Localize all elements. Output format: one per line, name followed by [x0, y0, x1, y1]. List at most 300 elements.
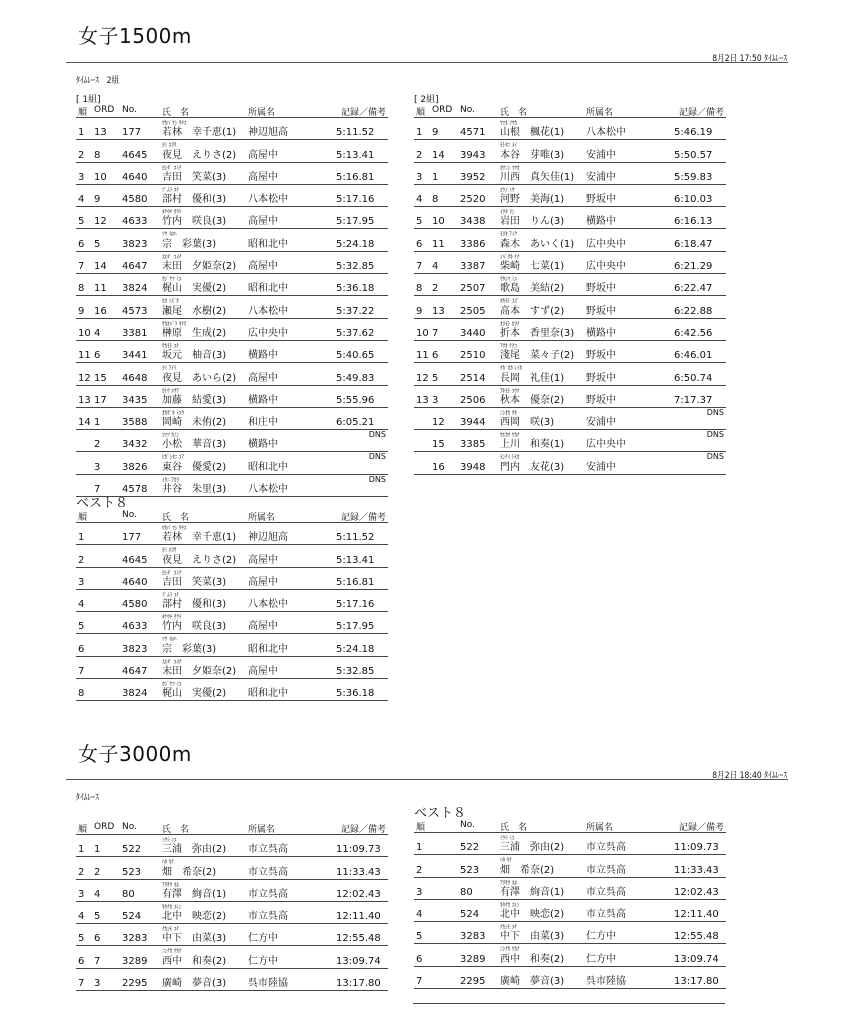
rank: 1	[78, 127, 85, 139]
name-kana: ﾖﾐ ｱｲﾗ	[162, 365, 177, 373]
athlete-name: 部村 優和(3)	[162, 599, 227, 611]
name-kana: ﾅｶｼﾓ ﾕﾅ	[500, 924, 517, 932]
name-kana: ﾌﾞﾑﾗ ﾕﾅ	[162, 186, 179, 194]
bib-number: 524	[460, 909, 480, 921]
athlete-name: 折本 香里奈(3)	[500, 327, 575, 339]
name-kana: ｺｳﾉ ﾐｳ	[500, 186, 515, 194]
table-row	[414, 185, 726, 207]
team-name: 呉市陸協	[248, 978, 288, 990]
name-kana: ｽｴﾀﾞ ﾕﾒﾅ	[162, 658, 182, 666]
table-row	[414, 163, 726, 185]
athlete-name: 上川 和奏(1)	[500, 439, 565, 451]
name-kana: ﾊﾀ ｷﾅ	[500, 857, 512, 865]
table-row	[414, 252, 726, 274]
bib-number: 3824	[122, 688, 148, 700]
order: 6	[94, 350, 101, 362]
table-row	[76, 252, 388, 274]
name-kana: ｶｼﾞﾔﾏ ﾐﾕ	[162, 681, 182, 689]
order: 8	[432, 194, 439, 206]
record: 12:02.43	[674, 886, 719, 898]
table-row	[76, 924, 388, 946]
rank: 4	[416, 909, 423, 921]
divider	[66, 779, 788, 780]
table-row	[76, 568, 388, 590]
athlete-name: 末田 夕姫奈(2)	[162, 261, 237, 273]
athlete-name: 北中 映恋(2)	[162, 911, 227, 923]
bib-number: 3438	[460, 216, 486, 228]
athlete-name: 小松 華音(3)	[162, 439, 227, 451]
athlete-name: 竹内 咲良(3)	[162, 621, 227, 633]
bib-number: 2520	[460, 194, 486, 206]
name-kana: ｼﾊﾞｻｷ ﾅﾅ	[500, 253, 520, 261]
table-row	[414, 944, 726, 966]
record: 6:46.01	[674, 350, 713, 362]
table-row	[76, 523, 388, 545]
event-meta: 8月2日 17:50 ﾀｲﾑﾚｰｽ	[712, 54, 787, 64]
header-record: 記録／備考	[340, 513, 386, 523]
rank: 3	[78, 576, 85, 588]
order: 5	[432, 372, 439, 384]
bib-number: 3386	[460, 238, 486, 250]
header-no: No.	[122, 510, 137, 520]
rank: 6	[416, 238, 423, 250]
header-record: 記録／備考	[678, 823, 724, 833]
order: 11	[432, 238, 445, 250]
athlete-name: 廣崎 夢音(3)	[500, 976, 565, 988]
rank: 4	[78, 194, 85, 206]
bib-number: 3283	[460, 931, 486, 943]
team-name: 安浦中	[586, 149, 616, 161]
heat-table	[414, 95, 726, 475]
name-kana: ﾋｶﾞｼﾀﾆ ﾕｱ	[162, 454, 185, 462]
table-row	[76, 341, 388, 363]
name-kana: ｵﾘﾓﾄ ｶﾘﾅ	[500, 320, 520, 328]
order: 6	[94, 933, 101, 945]
team-name: 市立呉高	[586, 864, 626, 876]
team-name: 八本松中	[248, 599, 288, 611]
header-ord: ORD	[432, 105, 453, 115]
table-row	[76, 679, 388, 701]
team-name: 市立呉高	[248, 866, 288, 878]
bib-number: 4648	[122, 372, 148, 384]
table-row	[414, 140, 726, 162]
record: 13:09.74	[674, 953, 719, 965]
divider	[413, 1003, 725, 1004]
name-kana: ｱﾘｻﾜ ﾈﾈ	[500, 879, 517, 887]
team-name: 野坂中	[586, 394, 616, 406]
rank: 8	[78, 688, 85, 700]
bib-number: 2506	[460, 394, 486, 406]
rank: 5	[78, 621, 85, 633]
name-kana: ﾜｶﾊﾞﾔｼ ｻﾁｴ	[162, 120, 187, 127]
name-kana: ﾖﾐ ｴﾘｻ	[162, 142, 177, 150]
rank: 2	[78, 866, 85, 878]
header-name: 氏 名	[500, 823, 528, 833]
record: 12:55.48	[336, 933, 381, 945]
rank: 1	[78, 532, 85, 544]
bib-number: 3944	[460, 417, 486, 429]
team-name: 高屋中	[248, 576, 278, 588]
bib-number: 522	[122, 844, 142, 856]
athlete-name: 若林 幸千恵(1)	[162, 532, 237, 544]
order: 4	[94, 327, 101, 339]
header-team: 所属名	[248, 513, 276, 523]
header-record: 記録／備考	[678, 108, 724, 118]
record: 6:05.21	[336, 417, 375, 429]
rank: 2	[416, 149, 423, 161]
record: 5:32.85	[336, 261, 375, 273]
header-record: 記録／備考	[340, 108, 386, 118]
rank: 1	[416, 842, 423, 854]
record: 12:11.40	[674, 909, 719, 921]
rank: 9	[78, 305, 85, 317]
table-row	[76, 185, 388, 207]
record: 11:09.73	[336, 844, 381, 856]
rank: 13	[416, 394, 429, 406]
athlete-name: 柴崎 七菜(1)	[500, 261, 565, 273]
team-name: 呉市陸協	[586, 976, 626, 988]
team-name: 広中央中	[586, 238, 626, 250]
status-note: DNS	[706, 407, 724, 417]
table-row	[414, 296, 726, 318]
event-subtitle: ﾀｲﾑﾚｰｽ	[76, 793, 99, 803]
record: 6:10.03	[674, 194, 713, 206]
bib-number: 2514	[460, 372, 486, 384]
team-name: 高屋中	[248, 216, 278, 228]
team-name: 野坂中	[586, 194, 616, 206]
table-row	[414, 452, 726, 474]
table-row	[414, 229, 726, 251]
record: 5:13.41	[336, 149, 375, 161]
name-kana: ｱｻｵ ﾅﾅｺ	[500, 342, 517, 350]
team-name: 市立呉高	[586, 886, 626, 898]
header-rank: 順	[416, 108, 426, 118]
order: 16	[432, 461, 445, 473]
name-kana: ﾓﾄﾀﾆ ﾒｲ	[500, 142, 517, 150]
name-kana: ﾀｶﾓﾄ ｽｽﾞ	[500, 298, 520, 306]
bib-number: 4571	[460, 127, 486, 139]
record: 5:11.52	[336, 532, 375, 544]
bib-number: 3441	[122, 350, 148, 362]
rank: 6	[78, 643, 85, 655]
name-kana: ｻｶｷﾊﾞﾗ ｷﾅﾘ	[162, 320, 187, 328]
header-no: No.	[122, 822, 137, 832]
status-note: DNS	[706, 452, 724, 462]
heat-label: [ 1組]	[76, 95, 101, 105]
rank: 8	[416, 283, 423, 295]
table-row	[414, 967, 726, 989]
event-title: 女子1500m	[78, 24, 192, 48]
team-name: 横路中	[586, 216, 616, 228]
rank: 5	[416, 216, 423, 228]
team-name: 市立呉高	[248, 844, 288, 856]
team-name: 仁方中	[586, 953, 616, 965]
record: 5:49.83	[336, 372, 375, 384]
name-kana: ﾐｳﾗ ﾐﾕ	[500, 835, 515, 842]
bib-number: 523	[460, 864, 480, 876]
team-name: 昭和北中	[248, 283, 288, 295]
header-name: 氏 名	[162, 108, 190, 118]
name-kana: ﾖｼﾀﾞ ｴﾐﾅ	[162, 164, 182, 172]
bib-number: 2505	[460, 305, 486, 317]
name-kana: ｱﾘｻﾜ ﾈﾈ	[162, 881, 179, 889]
name-kana: ｳﾀｼﾏ ﾐﾕ	[500, 276, 517, 284]
name-kana: ﾆｼｵｶ ｻｷ	[500, 409, 517, 417]
order: 9	[94, 194, 101, 206]
athlete-name: 有澤 絢音(1)	[162, 888, 227, 900]
athlete-name: 宗 彩葉(3)	[162, 643, 217, 655]
record: 5:17.16	[336, 194, 375, 206]
table-row	[76, 274, 388, 296]
rank: 4	[78, 911, 85, 923]
athlete-name: 夜見 えりさ(2)	[162, 149, 237, 161]
heat-label	[76, 812, 388, 822]
athlete-name: 若林 幸千恵(1)	[162, 127, 237, 139]
bib-number: 4640	[122, 171, 148, 183]
bib-number: 2295	[460, 976, 486, 988]
table-row	[76, 634, 388, 656]
record: 6:21.29	[674, 261, 713, 273]
best8-label: ベスト８	[76, 496, 129, 511]
table-row	[76, 880, 388, 902]
athlete-name: 北中 映恋(2)	[500, 909, 565, 921]
order: 7	[94, 484, 101, 496]
name-kana: ﾐｳﾗ ﾐﾕ	[162, 837, 177, 844]
order: 8	[94, 149, 101, 161]
team-name: 八本松中	[248, 305, 288, 317]
order: 3	[94, 978, 101, 990]
rank: 11	[78, 350, 91, 362]
heat-label: [ 2組]	[414, 95, 439, 105]
header-no: No.	[122, 105, 137, 115]
table-row	[414, 386, 726, 408]
athlete-name: 中下 由菜(3)	[500, 931, 565, 943]
rank: 4	[416, 194, 423, 206]
record: 6:18.47	[674, 238, 713, 250]
rank: 6	[78, 238, 85, 250]
table-row	[76, 229, 388, 251]
best8-table	[414, 807, 726, 989]
table-row	[76, 590, 388, 612]
team-name: 神辺旭高	[248, 532, 288, 544]
name-kana: ｳｴｶﾜ ﾜｶﾅ	[500, 432, 520, 440]
table-row	[414, 341, 726, 363]
rank: 7	[416, 261, 423, 273]
team-name: 野坂中	[586, 372, 616, 384]
header-name: 氏 名	[162, 513, 190, 523]
header-record: 記録／備考	[340, 825, 386, 835]
athlete-name: 門内 友花(3)	[500, 461, 565, 473]
bib-number: 3823	[122, 643, 148, 655]
team-name: 八本松中	[248, 194, 288, 206]
record: 5:37.62	[336, 327, 375, 339]
bib-number: 4633	[122, 216, 148, 228]
bib-number: 3824	[122, 283, 148, 295]
team-name: 仁方中	[586, 931, 616, 943]
table-row	[414, 833, 726, 855]
bib-number: 3385	[460, 439, 486, 451]
athlete-name: 中下 由菜(3)	[162, 933, 227, 945]
athlete-name: 畑 希奈(2)	[500, 864, 555, 876]
bib-number: 3432	[122, 439, 148, 451]
table-row	[414, 363, 726, 385]
team-name: 安浦中	[586, 461, 616, 473]
bib-number: 4633	[122, 621, 148, 633]
order: 3	[432, 394, 439, 406]
rank: 2	[78, 554, 85, 566]
header-team: 所属名	[248, 825, 276, 835]
team-name: 広中央中	[586, 439, 626, 451]
table-row	[414, 430, 726, 452]
record: 5:11.52	[336, 127, 375, 139]
table-row	[414, 408, 726, 430]
team-name: 野坂中	[586, 305, 616, 317]
athlete-name: 東谷 優愛(2)	[162, 461, 227, 473]
record: 5:50.57	[674, 149, 713, 161]
team-name: 市立呉高	[586, 909, 626, 921]
athlete-name: 末田 夕姫奈(2)	[162, 666, 237, 678]
name-kana: ﾜｶﾊﾞﾔｼ ｻﾁｴ	[162, 525, 187, 532]
name-kana: ﾓﾝﾅｲ ﾄﾓｶ	[500, 454, 520, 462]
order: 2	[94, 439, 101, 451]
athlete-name: 廣崎 夢音(3)	[162, 978, 227, 990]
athlete-name: 宗 彩葉(3)	[162, 238, 217, 250]
table-row	[76, 163, 388, 185]
divider	[66, 62, 788, 63]
name-kana: ｱｷﾓﾄ ﾕｳﾅ	[500, 387, 520, 395]
name-kana: ﾆｼﾅｶ ﾜｶﾅ	[162, 948, 182, 956]
team-name: 昭和北中	[248, 643, 288, 655]
rank: 12	[78, 372, 91, 384]
team-name: 和庄中	[248, 417, 278, 429]
table-row	[76, 207, 388, 229]
record: 5:24.18	[336, 643, 375, 655]
table-row	[414, 922, 726, 944]
heat-table	[76, 812, 388, 991]
table-row	[76, 857, 388, 879]
athlete-name: 秋本 優奈(2)	[500, 394, 565, 406]
name-kana: ｷﾀﾅｶ ｴﾚﾝ	[500, 901, 520, 909]
event-title: 女子3000m	[78, 742, 192, 766]
record: 5:13.41	[336, 554, 375, 566]
status-note: DNS	[368, 430, 386, 440]
event-meta: 8月2日 18:40 ﾀｲﾑﾚｰｽ	[712, 771, 787, 781]
bib-number: 3440	[460, 327, 486, 339]
athlete-name: 淺尾 菜々子(2)	[500, 350, 575, 362]
table-header	[76, 105, 388, 118]
team-name: 広中央中	[586, 261, 626, 273]
header-rank: 順	[78, 108, 88, 118]
name-kana: ｺﾏﾂ ｶﾉﾝ	[162, 432, 179, 440]
record: 7:17.37	[674, 394, 713, 406]
order: 12	[94, 216, 107, 228]
athlete-name: 吉田 笑菜(3)	[162, 576, 227, 588]
order: 10	[432, 216, 445, 228]
best8-table	[76, 497, 388, 701]
record: 5:16.81	[336, 576, 375, 588]
order: 1	[432, 171, 439, 183]
table-row	[76, 319, 388, 341]
heat-table	[76, 95, 388, 497]
rank: 5	[78, 216, 85, 228]
record: 6:22.88	[674, 305, 713, 317]
bib-number: 4647	[122, 261, 148, 273]
header-no: No.	[460, 820, 475, 830]
record: 5:46.19	[674, 127, 713, 139]
team-name: 仁方中	[248, 933, 278, 945]
table-row	[414, 878, 726, 900]
bib-number: 3943	[460, 149, 486, 161]
name-kana: ｿｳ ｲﾛﾊ	[162, 231, 177, 239]
status-note: DNS	[368, 452, 386, 462]
record: 6:42.56	[674, 327, 713, 339]
order: 6	[432, 350, 439, 362]
record: 11:09.73	[674, 842, 719, 854]
header-ord: ORD	[94, 105, 115, 115]
table-row	[76, 363, 388, 385]
name-kana: ｷﾀﾅｶ ｴﾚﾝ	[162, 903, 182, 911]
table-row	[76, 475, 388, 497]
rank: 3	[416, 171, 423, 183]
name-kana: ﾅｶｼﾓ ﾕﾅ	[162, 926, 179, 934]
order: 7	[432, 327, 439, 339]
rank: 7	[78, 978, 85, 990]
rank: 7	[78, 261, 85, 273]
event-subtitle: ﾀｲﾑﾚｰｽ 2組	[76, 76, 120, 86]
table-row	[414, 319, 726, 341]
bib-number: 3948	[460, 461, 486, 473]
bib-number: 2507	[460, 283, 486, 295]
header-team: 所属名	[586, 108, 614, 118]
athlete-name: 山根 楓花(1)	[500, 127, 565, 139]
order: 10	[94, 171, 107, 183]
athlete-name: 高本 すず(2)	[500, 305, 565, 317]
table-row	[76, 612, 388, 634]
table-header	[414, 105, 726, 118]
athlete-name: 梶山 実優(2)	[162, 283, 227, 295]
athlete-name: 川西 真矢佳(1)	[500, 171, 575, 183]
team-name: 高屋中	[248, 372, 278, 384]
order: 12	[432, 417, 445, 429]
athlete-name: 加藤 結愛(3)	[162, 394, 227, 406]
name-kana: ｶﾜﾆｼ ﾏﾔｶ	[500, 164, 520, 172]
bib-number: 2510	[460, 350, 486, 362]
athlete-name: 坂元 柚音(3)	[162, 350, 227, 362]
name-kana: ﾖﾐ ｴﾘｻ	[162, 547, 177, 555]
bib-number: 177	[122, 532, 142, 544]
rank: 3	[78, 888, 85, 900]
record: 13:17.80	[674, 976, 719, 988]
order: 7	[94, 955, 101, 967]
header-rank: 順	[416, 823, 426, 833]
name-kana: ﾌﾞﾑﾗ ﾕﾅ	[162, 591, 179, 599]
team-name: 市立呉高	[248, 911, 288, 923]
record: 6:50.74	[674, 372, 713, 384]
bib-number: 80	[460, 886, 473, 898]
name-kana: ｲﾀﾆ ｱｶﾘ	[162, 476, 179, 484]
bib-number: 3588	[122, 417, 148, 429]
athlete-name: 西岡 咲(3)	[500, 417, 555, 429]
rank: 6	[416, 953, 423, 965]
rank: 11	[416, 350, 429, 362]
athlete-name: 三浦 弥由(2)	[162, 844, 227, 856]
team-name: 高屋中	[248, 621, 278, 633]
record: 5:17.95	[336, 216, 375, 228]
bib-number: 524	[122, 911, 142, 923]
athlete-name: 吉田 笑菜(3)	[162, 171, 227, 183]
bib-number: 4580	[122, 599, 148, 611]
athlete-name: 本谷 芽唯(3)	[500, 149, 565, 161]
